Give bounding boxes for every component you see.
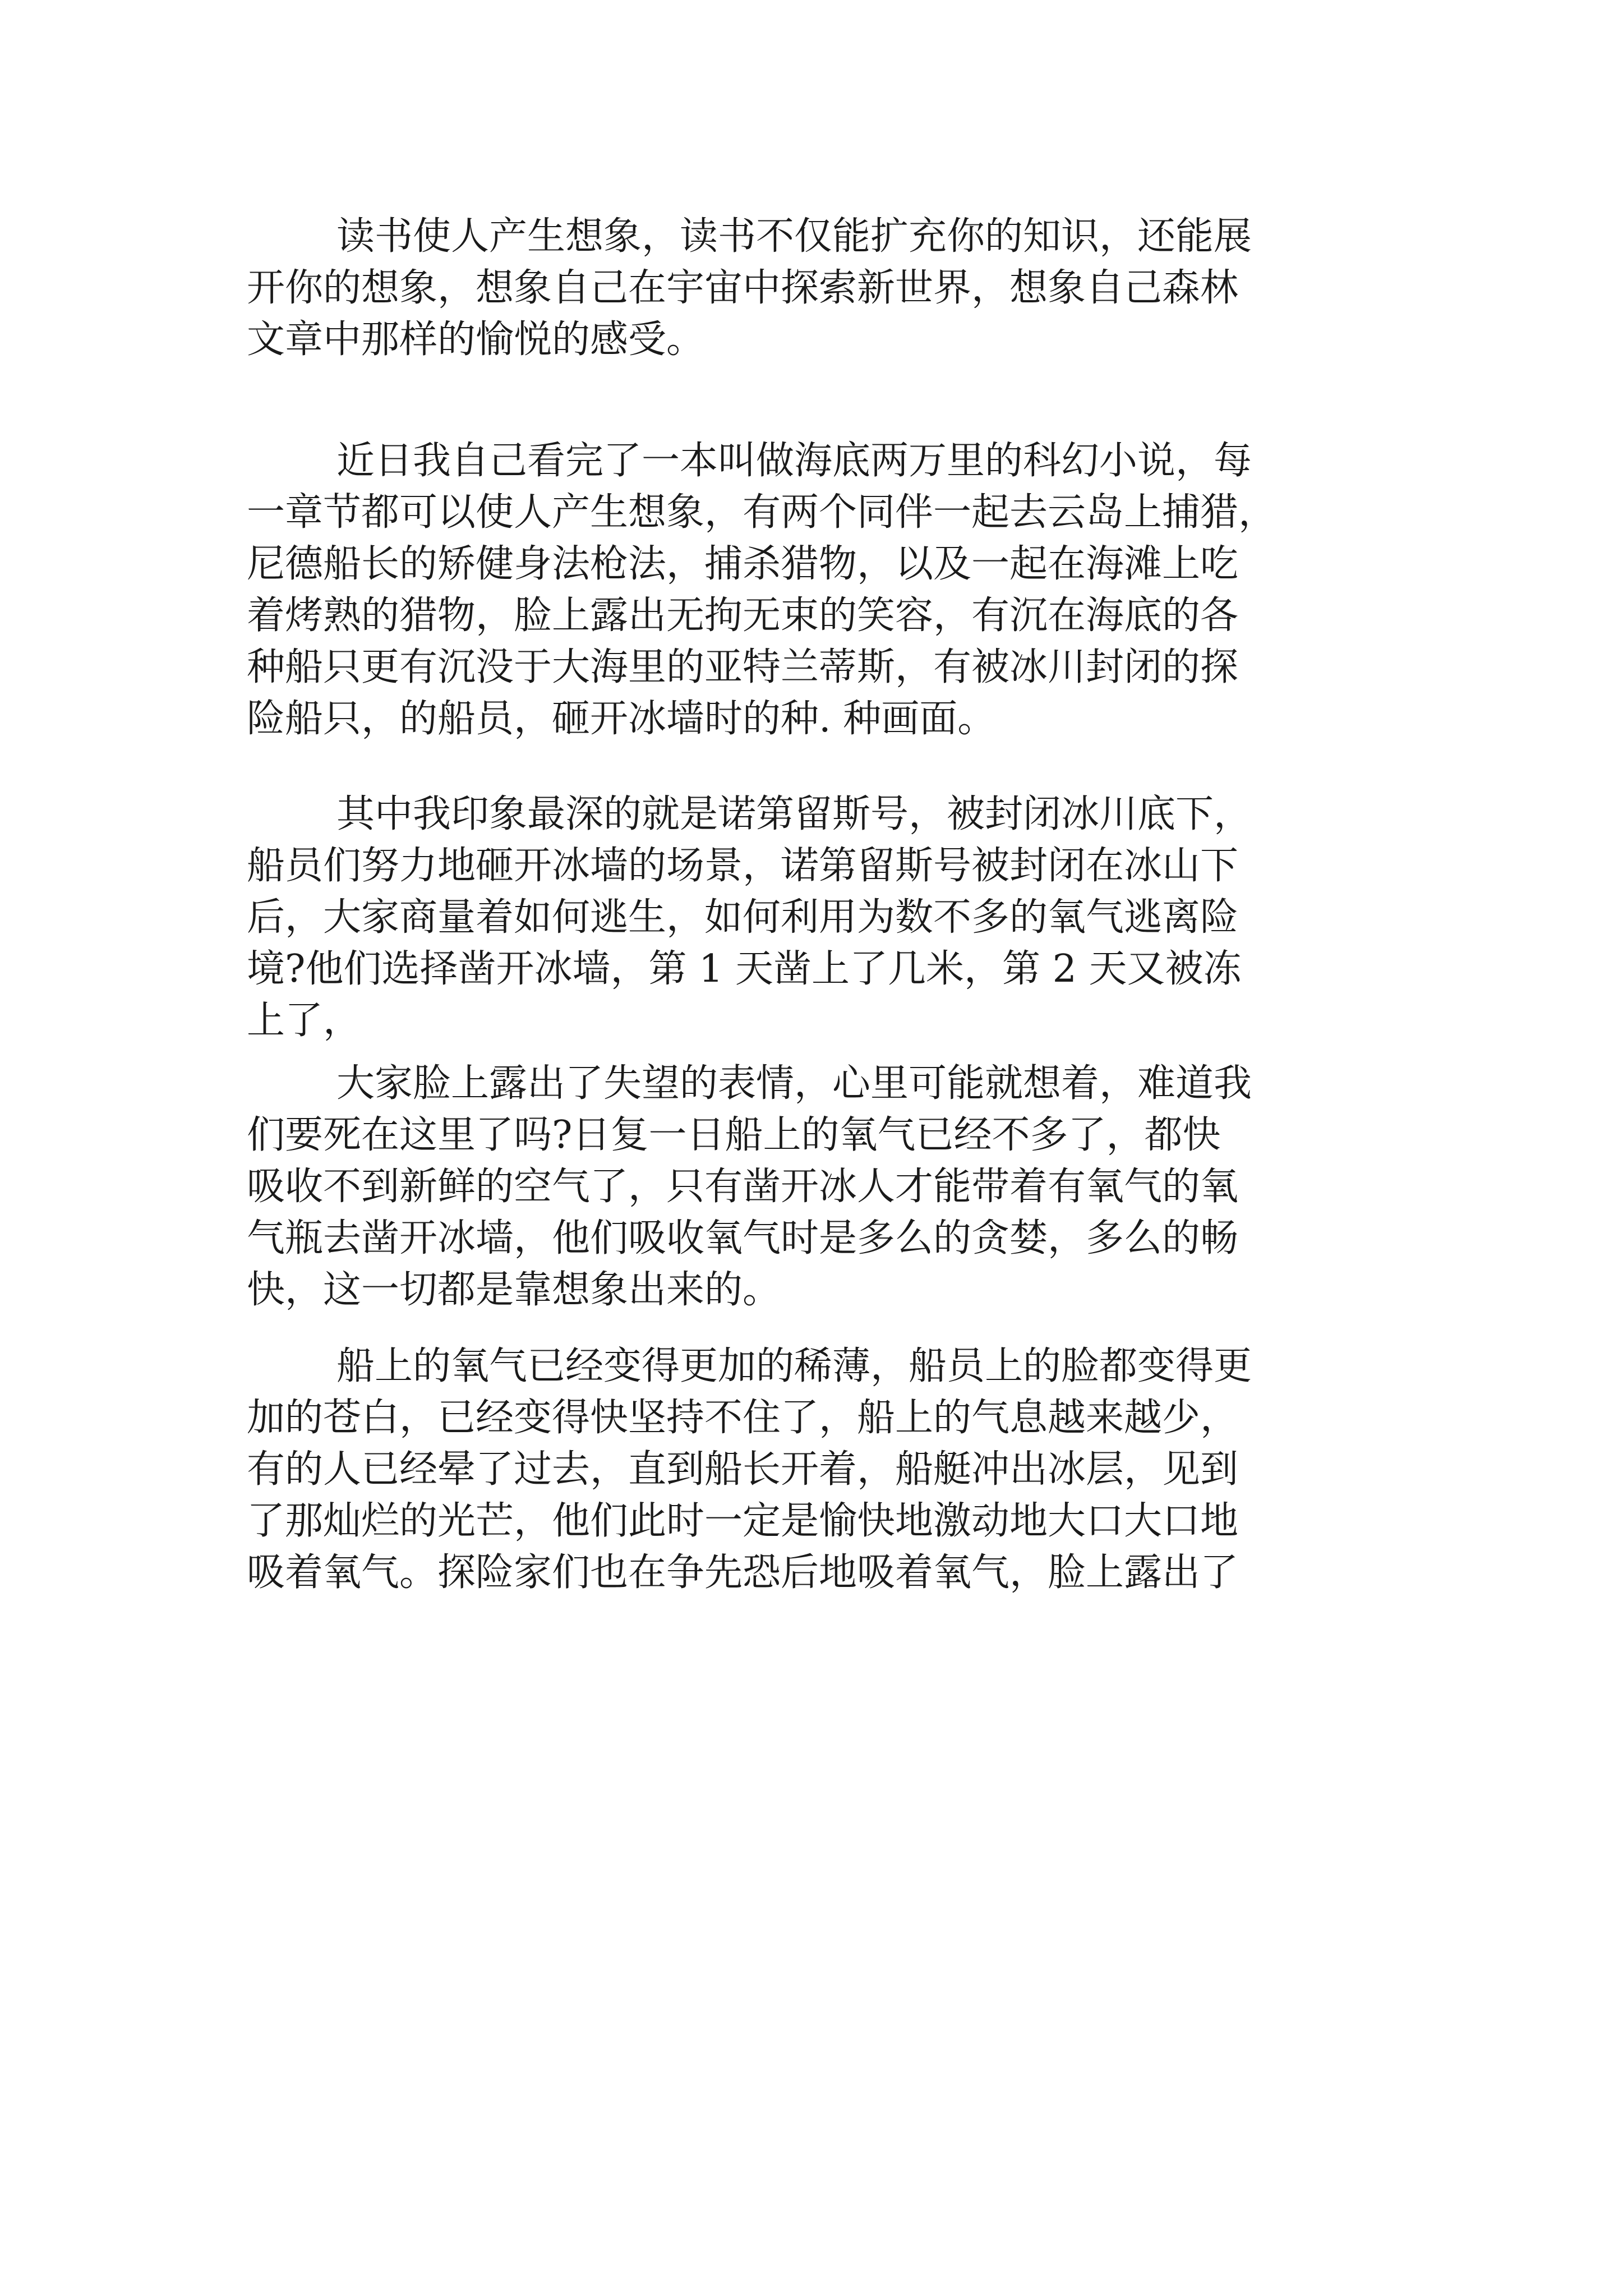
paragraph-1-line-2: 开你的想象，想象自己在宇宙中探索新世界，想象自己森林 xyxy=(247,266,1239,310)
paragraph-4-line-1: 大家脸上露出了失望的表情，心里可能就想着，难道我 xyxy=(336,1061,1252,1106)
paragraph-3-line-4: 境?他们选择凿开冰墙，第 1 天凿上了几米，第 2 天又被冻 xyxy=(247,947,1242,991)
paragraph-4-line-3: 吸收不到新鲜的空气了，只有凿开冰人才能带着有氧气的氧 xyxy=(247,1165,1239,1209)
paragraph-2-line-6: 险船只，的船员，砸开冰墙时的种. 种画面。 xyxy=(247,697,996,741)
paragraph-2-line-5: 种船只更有沉没于大海里的亚特兰蒂斯，有被冰川封闭的探 xyxy=(247,645,1239,689)
paragraph-3-line-5: 上了， xyxy=(247,999,362,1043)
paragraph-2-line-4: 着烤熟的猎物，脸上露出无拘无束的笑容，有沉在海底的各 xyxy=(247,593,1239,638)
paragraph-4-line-2: 们要死在这里了吗?日复一日船上的氧气已经不多了，都快 xyxy=(247,1113,1221,1157)
paragraph-3-line-1: 其中我印象最深的就是诺第留斯号，被封闭冰川底下， xyxy=(336,792,1252,836)
paragraph-2-line-2: 一章节都可以使人产生想象，有两个同伴一起去云岛上捕猎， xyxy=(247,490,1277,535)
paragraph-1-line-3: 文章中那样的愉悦的感受。 xyxy=(247,318,705,362)
paragraph-3-line-2: 船员们努力地砸开冰墙的场景，诺第留斯号被封闭在冰山下 xyxy=(247,844,1239,888)
paragraph-5-line-4: 了那灿烂的光芒，他们此时一定是愉快地激动地大口大口地 xyxy=(247,1499,1239,1543)
paragraph-5-line-2: 加的苍白，已经变得快坚持不住了，船上的气息越来越少， xyxy=(247,1396,1239,1440)
paragraph-2-line-1: 近日我自己看完了一本叫做海底两万里的科幻小说，每 xyxy=(336,439,1252,483)
paragraph-5-line-5: 吸着氧气。探险家们也在争先恐后地吸着氧气，脸上露出了 xyxy=(247,1550,1239,1595)
paragraph-4-line-4: 气瓶去凿开冰墙，他们吸收氧气时是多么的贪婪，多么的畅 xyxy=(247,1216,1239,1260)
paragraph-1-line-1: 读书使人产生想象，读书不仅能扩充你的知识，还能展 xyxy=(336,214,1252,259)
paragraph-4-line-5: 快，这一切都是靠想象出来的。 xyxy=(247,1268,781,1312)
paragraph-2-line-3: 尼德船长的矫健身法枪法，捕杀猎物，以及一起在海滩上吃 xyxy=(247,542,1239,586)
paragraph-5-line-1: 船上的氧气已经变得更加的稀薄，船员上的脸都变得更 xyxy=(336,1344,1252,1388)
paragraph-3-line-3: 后，大家商量着如何逃生，如何利用为数不多的氧气逃离险 xyxy=(247,895,1239,940)
paragraph-5-line-3: 有的人已经晕了过去，直到船长开着，船艇冲出冰层，见到 xyxy=(247,1447,1239,1492)
